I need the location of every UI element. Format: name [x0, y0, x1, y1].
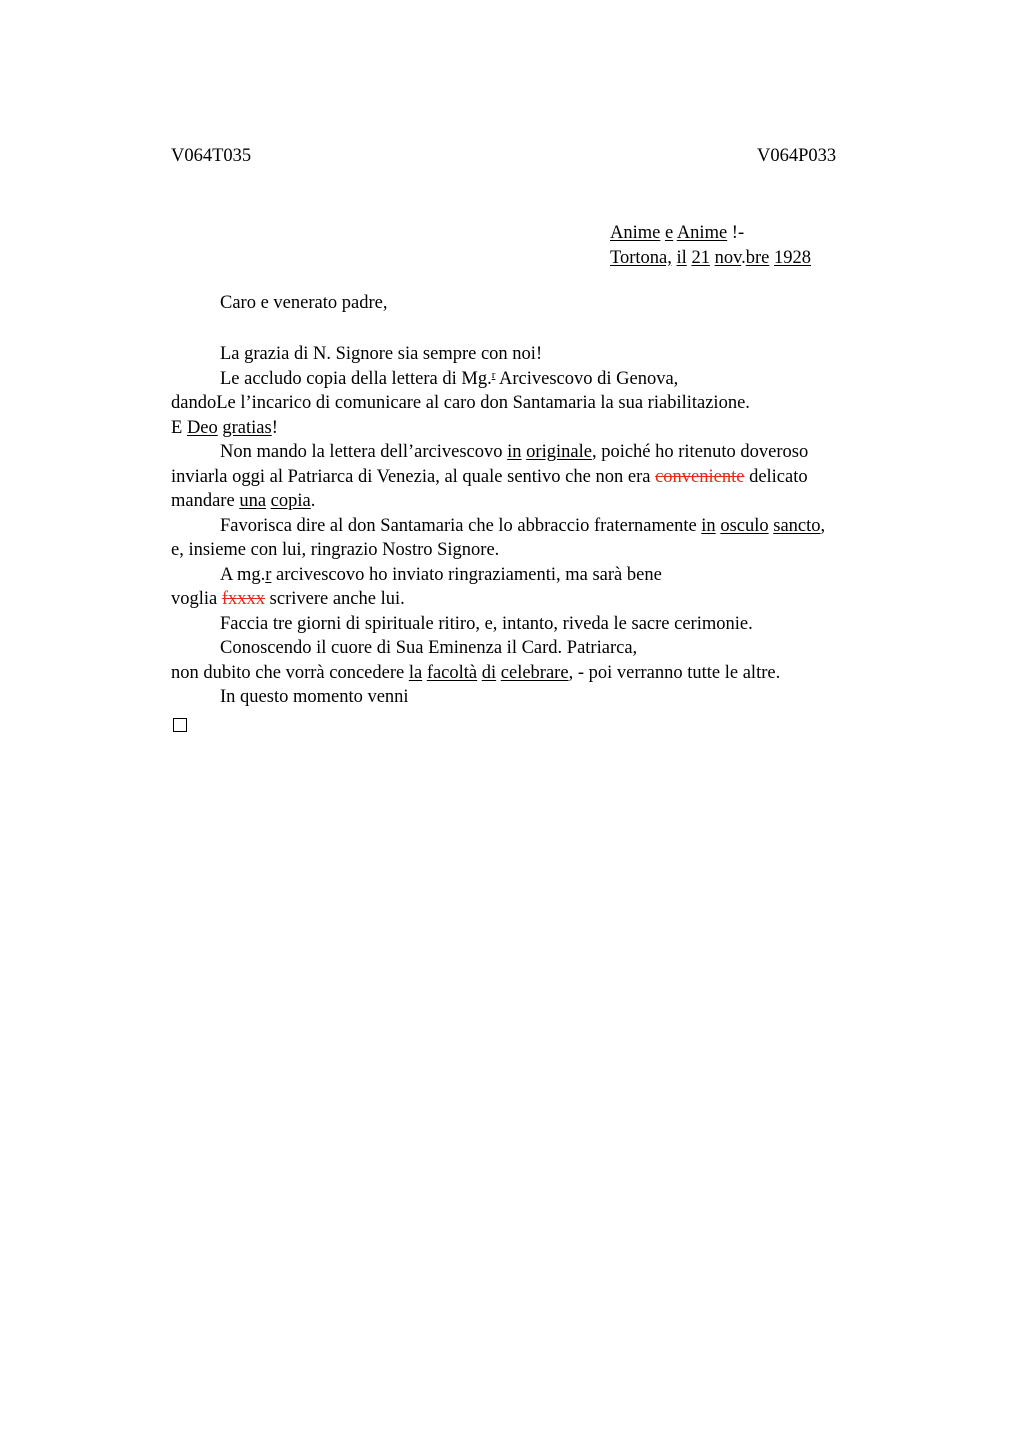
motto-word: Anime — [610, 223, 661, 243]
body-line — [171, 563, 901, 588]
underlined-word: Deo — [186, 417, 218, 438]
body-line — [171, 661, 901, 686]
underlined-word: copia — [270, 491, 311, 511]
date-word: il — [676, 247, 687, 268]
body-line — [171, 416, 901, 441]
text-run: Non mando la lettera dell’arcivescovo — [220, 442, 508, 462]
motto-word: Anime — [676, 223, 728, 243]
body-line — [171, 489, 901, 514]
underlined-word: in — [701, 515, 716, 536]
motto-word: e — [664, 223, 674, 243]
underlined-word: r — [265, 564, 272, 585]
underlined-word: originale — [526, 442, 592, 462]
text-run: scrivere anche lui. — [265, 589, 405, 609]
body-line — [171, 465, 901, 490]
page-end-marker — [171, 710, 901, 735]
text-run: arcivescovo ho inviato ringraziamenti, ma sarà bene — [271, 564, 662, 585]
body-line — [171, 587, 901, 612]
body-line — [171, 514, 901, 539]
document-code-right: V064P033 — [757, 146, 837, 166]
underlined-word: gratias — [222, 417, 272, 438]
body-line: Conoscendo il cuore di Sua Eminenza il Card. Patriarca, — [220, 638, 638, 658]
heading-motto — [610, 221, 811, 246]
body-line: In questo momento venni — [220, 687, 409, 707]
letter-heading — [610, 221, 811, 270]
text-run: , poiché ho ritenuto doveroso — [591, 442, 809, 462]
text-run: , — [820, 515, 826, 536]
heading-date — [610, 246, 811, 271]
deleted-word: fxxxx — [221, 589, 266, 609]
underlined-word: la — [408, 662, 423, 683]
underlined-word: sancto — [773, 515, 821, 536]
body-line — [171, 440, 901, 465]
underlined-word: celebrare — [500, 662, 569, 683]
text-run: ! — [271, 417, 278, 438]
underlined-word: una — [239, 491, 267, 511]
letter-body — [171, 342, 901, 734]
date-month-suffix: bre — [745, 247, 770, 268]
date-place: Tortona, — [610, 247, 672, 268]
text-run: . — [310, 491, 316, 511]
text-run: E — [171, 417, 187, 438]
text-run: , - poi verranno tutte le altre. — [568, 662, 781, 683]
text-run: delicato — [744, 466, 808, 487]
text-run: Le accludo copia della lettera di Mg. — [220, 368, 492, 389]
text-run: mandare — [171, 491, 240, 511]
body-line: dandoLe l’incarico di comunicare al caro don Santamaria la sua riabilitazione. — [171, 393, 750, 413]
body-line: La grazia di N. Signore sia sempre con noi! — [220, 344, 543, 364]
underlined-word: facoltà — [426, 662, 478, 683]
salutation: Caro e venerato padre, — [220, 293, 388, 313]
superscript: r — [491, 368, 496, 381]
underlined-word: in — [507, 442, 522, 462]
text-run: A mg. — [220, 564, 266, 585]
body-line — [171, 367, 901, 392]
text-run: Favorisca dire al don Santamaria che lo abbraccio fraternamente — [220, 515, 702, 536]
text-run: inviarla oggi al Patriarca di Venezia, al quale sentivo che non era — [171, 466, 656, 487]
underlined-word: di — [481, 662, 497, 683]
date-month: nov — [714, 247, 742, 268]
body-line: e, insieme con lui, ringrazio Nostro Signore. — [171, 540, 500, 560]
checkbox-square-icon — [173, 718, 187, 732]
text-run: voglia — [171, 589, 222, 609]
date-dot: . — [741, 247, 746, 268]
deleted-word: conveniente — [655, 466, 745, 487]
date-day: 21 — [691, 247, 710, 268]
underlined-word: osculo — [720, 515, 769, 536]
date-year: 1928 — [774, 247, 811, 268]
text-run: Arcivescovo di Genova, — [495, 368, 679, 389]
document-code-left: V064T035 — [171, 146, 252, 166]
text-run: non dubito che vorrà concedere — [171, 662, 409, 683]
motto-suffix: !- — [727, 223, 745, 243]
body-line: Faccia tre giorni di spirituale ritiro, e, intanto, riveda le sacre cerimonie. — [220, 613, 753, 634]
